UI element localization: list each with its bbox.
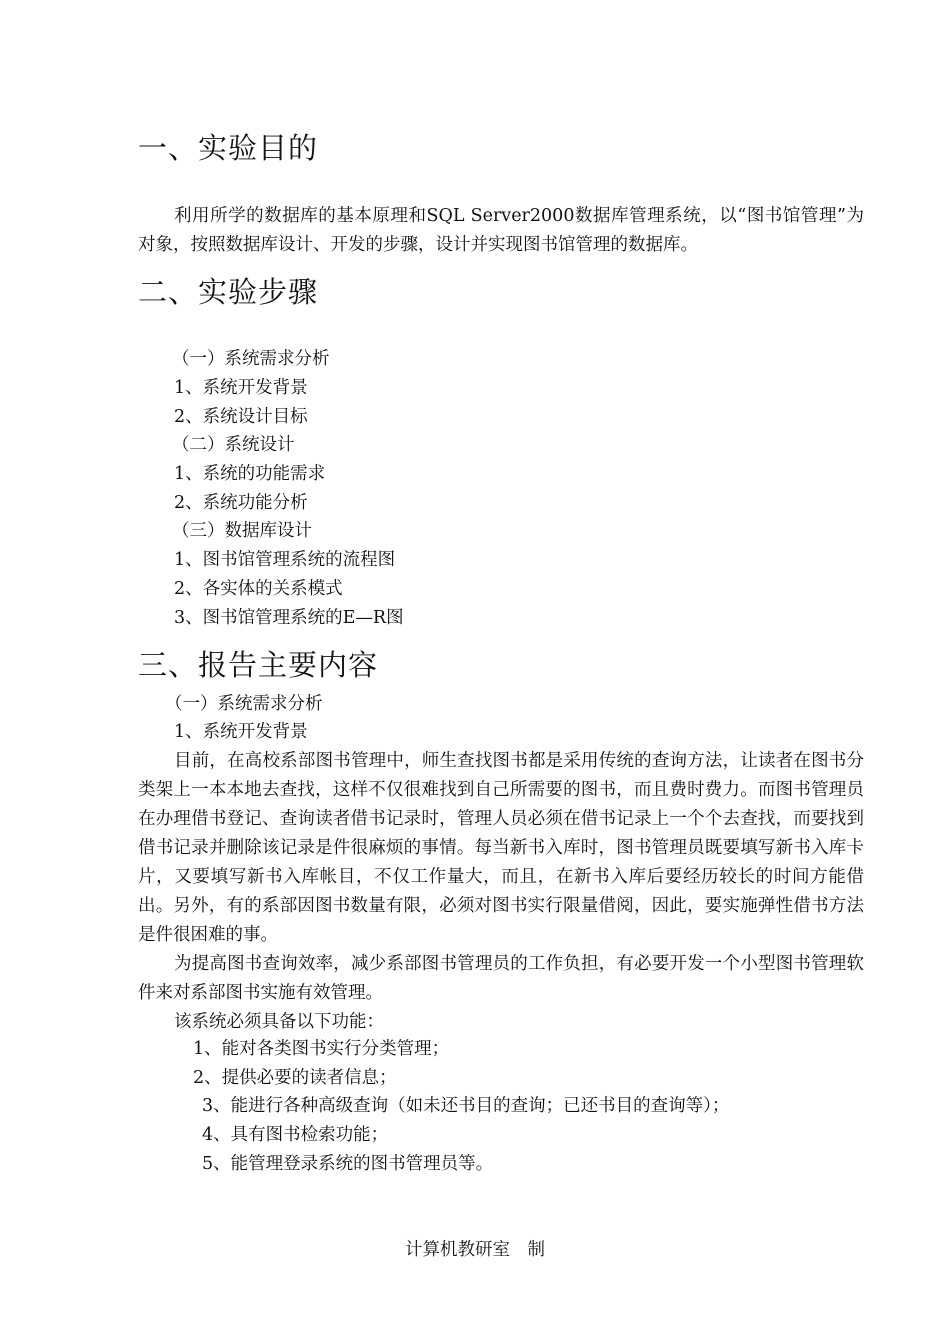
report-body [138, 747, 864, 1037]
steps-item: （一）系统需求分析 [172, 349, 330, 369]
function-item: 1、能对各类图书实行分类管理； [193, 1039, 450, 1059]
function-item: 3、能进行各种高级查询（如未还书目的查询；已还书目的查询等）； [202, 1096, 730, 1116]
report-paragraph: 为提高图书查询效率，减少系部图书管理员的工作负担，有必要开发一个小型图书管理软件来对系部图书实施有效管理。 [138, 954, 864, 1003]
steps-item: 1、系统的功能需求 [174, 464, 326, 484]
purpose-paragraph [138, 202, 864, 260]
purpose-text: 利用所学的数据库的基本原理和SQL Server2000数据库管理系统，以“图书馆管理”为对象，按照数据库设计、开发的步骤，设计并实现图书馆管理的数据库。 [138, 206, 864, 255]
page-footer: 计算机教研室 制 [405, 1240, 545, 1260]
function-item: 5、能管理登录系统的图书管理员等。 [202, 1154, 494, 1174]
section-heading-steps: 二、实验步骤 [138, 275, 319, 309]
steps-item: 3、图书馆管理系统的E—R图 [174, 608, 404, 628]
report-paragraph: 该系统必须具备以下功能： [174, 1012, 384, 1032]
report-paragraph: 目前，在高校系部图书管理中，师生查找图书都是采用传统的查询方法，让读者在图书分类架上一本本地去查找，这样不仅很难找到自己所需要的图书，而且费时费力。而图书管理员在办理借书登记、查询读者借书记录时，管理人员必须在借书记录上一个个去查找，而要找到借书记录并删除该记录是件很麻烦的事情。每当新书入库时，图书管理员既要填写新书入库卡片，又要填写新书入库帐目，不仅工作量大，而且，在新书入库后要经历较长的时间方能借出。另外，有的系部因图书数量有限，必须对图书实行限量借阅，因此，要实施弹性借书方法是件很困难的事。 [138, 751, 864, 945]
steps-item: （三）数据库设计 [172, 521, 312, 541]
function-item: 2、提供必要的读者信息； [193, 1068, 397, 1088]
report-sub-item: 1、系统开发背景 [174, 722, 308, 742]
steps-item: 1、系统开发背景 [174, 378, 308, 398]
steps-item: （二）系统设计 [172, 435, 295, 455]
steps-item: 2、系统功能分析 [174, 493, 308, 513]
report-sub-heading: （一）系统需求分析 [165, 694, 323, 714]
section-heading-report: 三、报告主要内容 [138, 648, 379, 682]
steps-item: 2、各实体的关系模式 [174, 579, 343, 599]
function-item: 4、具有图书检索功能； [202, 1125, 389, 1145]
steps-item: 1、图书馆管理系统的流程图 [174, 550, 396, 570]
steps-item: 2、系统设计目标 [174, 407, 308, 427]
section-heading-purpose: 一、实验目的 [138, 131, 319, 165]
